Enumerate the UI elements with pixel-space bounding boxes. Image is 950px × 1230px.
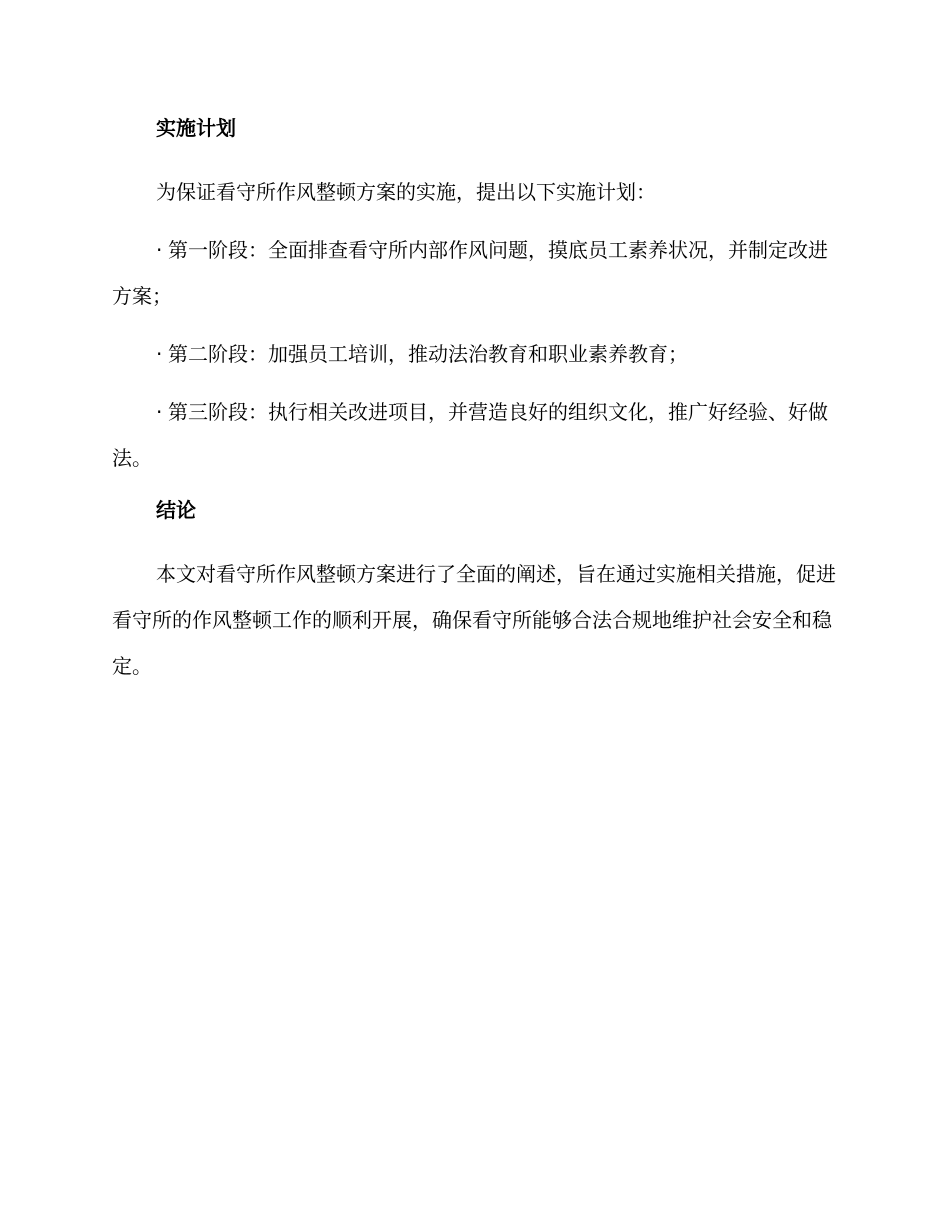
bullet-mark: · bbox=[156, 238, 163, 262]
bullet-text: 第一阶段：全面排查看守所内部作风问题，摸底员工素养状况，并制定改进方案； bbox=[112, 238, 828, 308]
intro-paragraph: 为保证看守所作风整顿方案的实施，提出以下实施计划： bbox=[156, 180, 656, 204]
bullet-item-phase-3 bbox=[112, 389, 838, 481]
bullet-text: 第三阶段：执行相关改进项目，并营造良好的组织文化，推广好经验、好做法。 bbox=[112, 400, 828, 470]
bullet-text: 第二阶段：加强员工培训，推动法治教育和职业素养教育； bbox=[168, 342, 688, 366]
section-heading-implementation-plan: 实施计划 bbox=[156, 116, 236, 140]
bullet-mark: · bbox=[156, 342, 163, 366]
bullet-item-phase-2 bbox=[112, 331, 838, 377]
bullet-mark: · bbox=[156, 400, 163, 424]
section-heading-conclusion: 结论 bbox=[156, 498, 196, 522]
bullet-item-phase-1 bbox=[112, 227, 838, 319]
conclusion-paragraph: 本文对看守所作风整顿方案进行了全面的阐述，旨在通过实施相关措施，促进看守所的作风整顿工作的顺利开展，确保看守所能够合法合规地维护社会安全和稳定。 bbox=[112, 562, 836, 678]
